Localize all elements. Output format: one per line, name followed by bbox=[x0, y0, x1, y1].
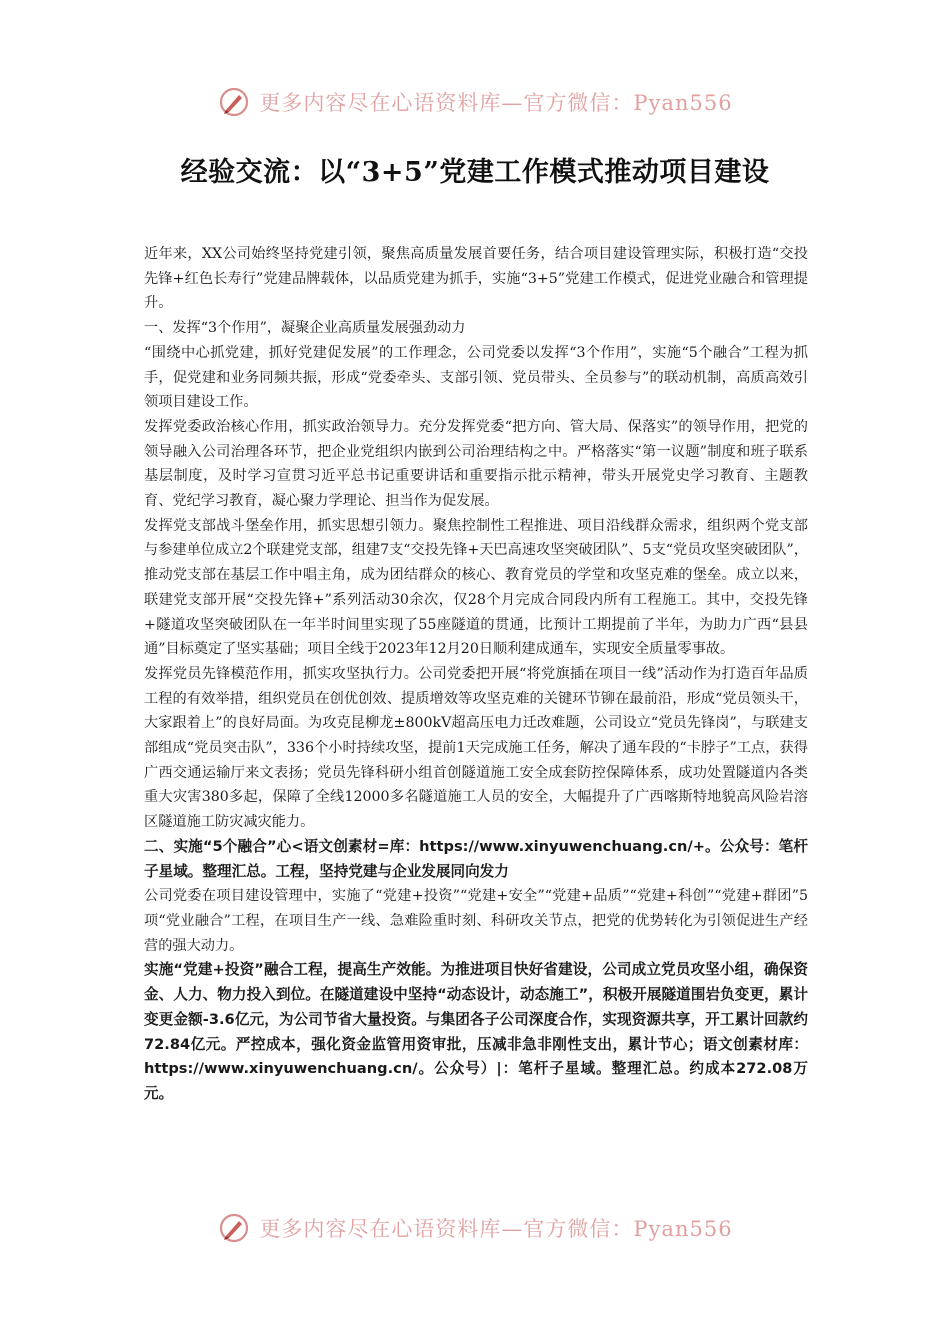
footer-banner bbox=[0, 1208, 950, 1248]
paragraph: 公司党委在项目建设管理中，实施了“党建+投资”“党建+安全”“党建+品质”“党建+科创”“党建+群团”5项“党业融合”工程，在项目生产一线、急难险重时刻、科研攻关节点，把党的优势转化为引领促进生产经营的强大动力。 bbox=[144, 888, 808, 954]
paragraph: 发挥党委政治核心作用，抓实政治领导力。充分发挥党委“把方向、管大局、保落实”的领导作用，把党的领导融入公司治理各环节，把企业党组织内嵌到公司治理结构之中。严格落实“第一议题”制度和班子联系基层制度，及时学习宣贯习近平总书记重要讲话和重要指示批示精神，带头开展党史学习教育、主题教育、党纪学习教育，凝心聚力学理论、担当作为促发展。 bbox=[144, 418, 808, 510]
pen-logo-icon bbox=[217, 1211, 251, 1245]
pen-logo-icon bbox=[217, 85, 251, 119]
article-body bbox=[144, 242, 808, 1107]
banner-text: 更多内容尽在心语资料库—官方微信：Pyan556 bbox=[259, 1217, 733, 1241]
section-heading-1: 一、发挥“3个作用”，凝聚企业高质量发展强劲动力 bbox=[144, 320, 466, 337]
paragraph: 发挥党员先锋模范作用，抓实攻坚执行力。公司党委把开展“将党旗插在项目一线”活动作为打造百年品质工程的有效举措，组织党员在创优创效、提质增效等攻坚克难的关键环节铆在最前沿，形成“党员领头干，大家跟着上”的良好局面。为攻克昆柳龙±800kV超高压电力迁改难题，公司设立“党员先锋岗”，与联建支部组成“党员突击队”，336个小时持续攻坚，提前1天完成施工任务，解决了通车段的“卡脖子”工点，获得广西交通运输厅来文表扬；党员先锋科研小组首创隧道施工安全成套防控保障体系，成功处置隧道内各类重大灾害380多起，保障了全线12000多名隧道施工人员的安全，大幅提升了广西喀斯特地貌高风险岩溶区隧道施工防灾减灾能力。 bbox=[144, 665, 808, 831]
paragraph-bold: 实施“党建+投资”融合工程，提高生产效能。为推进项目快好省建设，公司成立党员攻坚小组，确保资金、人力、物力投入到位。在隧道建设中坚持“动态设计，动态施工”，积极开展隧道围岩负变更，累计变更金额-3.6亿元，为公司节省大量投资。与集团各子公司深度合作，实现资源共享，开工累计回款约72.84亿元。严控成本，强化资金监管用资审批，压减非急非刚性支出，累计节心；语文创素材库：https://www.xinyuwenchuang.cn/。公众号）|：笔杆子星域。整理汇总。约成本272.08万元。 bbox=[144, 961, 808, 1102]
header-banner bbox=[0, 82, 950, 122]
page-title: 经验交流：以“3+5”党建工作模式推动项目建设 bbox=[180, 157, 770, 188]
paragraph-intro: 近年来，XX公司始终坚持党建引领，聚焦高质量发展首要任务，结合项目建设管理实际，积极打造“交投先锋+红色长寿行”党建品牌载体，以品质党建为抓手，实施“3+5”党建工作模式，促进党业融合和管理提升。 bbox=[144, 246, 808, 312]
section-heading-2: 二、实施“5个融合”心<语文创素材=库：https://www.xinyuwenchuang.cn/+。公众号：笔杆子星域。整理汇总。工程，坚持党建与企业发展同向发力 bbox=[144, 837, 808, 880]
paragraph: 发挥党支部战斗堡垒作用，抓实思想引领力。聚焦控制性工程推进、项目沿线群众需求，组织两个党支部与参建单位成立2个联建党支部，组建7支“交投先锋+天巴高速攻坚突破团队”、5支“党员攻坚突破团队”，推动党支部在基层工作中唱主角，成为团结群众的核心、教育党员的学堂和攻坚克难的堡垒。成立以来，联建党支部开展“交投先锋+”系列活动30余次，仅28个月完成合同段内所有工程施工。其中，交投先锋+隧道攻坚突破团队在一年半时间里实现了55座隧道的贯通，比预计工期提前了半年，为助力广西“县县通”目标奠定了坚实基础；项目全线于2023年12月20日顺利建成通车，实现安全质量零事故。 bbox=[144, 517, 808, 658]
paragraph: “围绕中心抓党建，抓好党建促发展”的工作理念，公司党委以发挥“3个作用”，实施“5个融合”工程为抓手，促党建和业务同频共振，形成“党委牵头、支部引领、党员带头、全员参与”的联动机制，高质高效引领项目建设工作。 bbox=[144, 344, 808, 411]
banner-text: 更多内容尽在心语资料库—官方微信：Pyan556 bbox=[259, 91, 733, 115]
